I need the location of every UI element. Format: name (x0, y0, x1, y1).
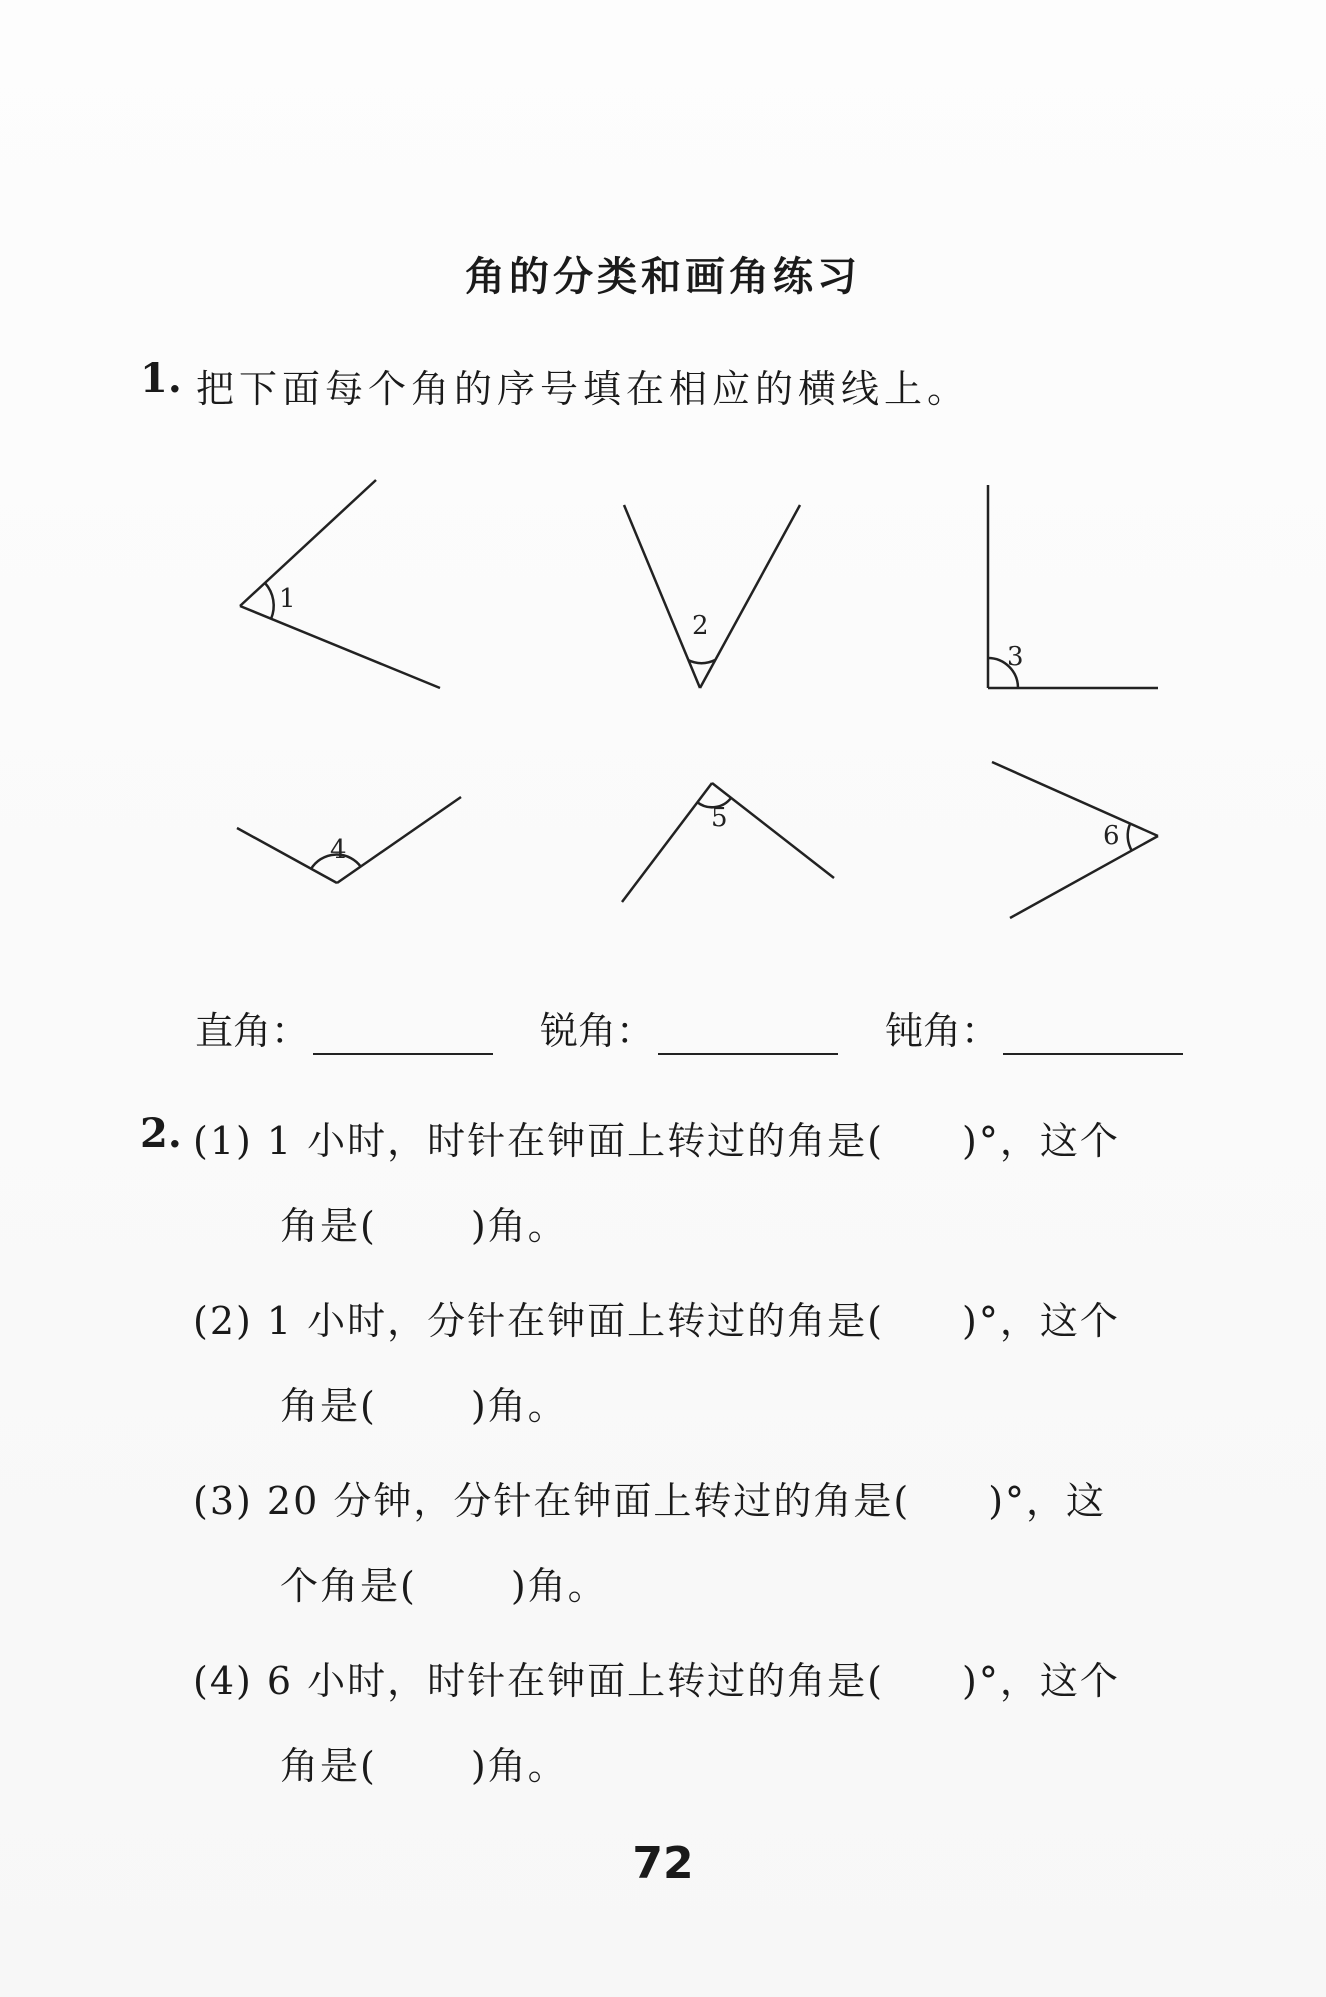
angle-label-6: 6 (1103, 821, 1120, 851)
acute-angle-label: 锐角： (540, 1009, 655, 1053)
q2-item-2-line-2 (280, 1375, 568, 1430)
obtuse-angle-label: 钝角： (885, 1009, 1000, 1053)
q2-item-4-text-end: )°，这个 (962, 1659, 1120, 1703)
q2-item-2-index: (2) (193, 1299, 253, 1343)
angle-6 (992, 762, 1158, 918)
q2-item-4-text: 6 小时，时针在钟面上转过的角是( (266, 1659, 885, 1703)
q2-item-4-line-2 (280, 1735, 568, 1790)
q2-item-1-line-2-start: 角是( (280, 1204, 377, 1248)
q2-item-3-line-2-start: 个角是( (280, 1564, 417, 1608)
q2-item-4-line-2-end: )角。 (470, 1744, 568, 1788)
angle-2 (624, 505, 800, 688)
angle-label-2: 2 (692, 611, 709, 641)
q2-item-2-line-2-start: 角是( (280, 1384, 377, 1428)
q2-item-4-index: (4) (193, 1659, 253, 1703)
angle-5 (622, 783, 834, 902)
q2-item-3-line-1 (193, 1470, 1106, 1525)
question-2-number: 2. (140, 1110, 182, 1157)
q2-item-3-line-2 (280, 1555, 608, 1610)
q2-item-3-text: 20 分钟，分针在钟面上转过的角是( (266, 1479, 911, 1523)
q2-item-2-line-2-end: )角。 (470, 1384, 568, 1428)
q2-item-3-line-2-end: )角。 (510, 1564, 608, 1608)
obtuse-angle-blank[interactable] (1003, 1013, 1183, 1055)
q2-item-1-line-2-end: )角。 (470, 1204, 568, 1248)
q2-item-1-text: 1 小时，时针在钟面上转过的角是( (266, 1119, 885, 1163)
q2-item-2-text: 1 小时，分针在钟面上转过的角是( (266, 1299, 885, 1343)
acute-angle-answer (540, 1000, 838, 1055)
q2-item-4-line-1 (193, 1650, 1120, 1705)
obtuse-angle-answer (885, 1000, 1183, 1055)
q2-item-1-line-1 (193, 1110, 1120, 1165)
page-number: 72 (632, 1838, 694, 1889)
angle-label-4: 4 (330, 835, 347, 865)
q2-item-1-line-2 (280, 1195, 568, 1250)
right-angle-blank[interactable] (313, 1013, 493, 1055)
q2-item-3-text-end: )°，这 (988, 1479, 1107, 1523)
right-angle-label: 直角： (195, 1009, 310, 1053)
angle-label-5: 5 (711, 803, 728, 833)
question-1-number: 1. (140, 355, 182, 402)
angle-label-1: 1 (279, 584, 296, 614)
question-1-text: 把下面每个角的序号填在相应的横线上。 (196, 367, 971, 411)
right-angle-answer (195, 1000, 493, 1055)
angle-figures (0, 0, 1326, 960)
q2-item-4-line-2-start: 角是( (280, 1744, 377, 1788)
q2-item-2-line-1 (193, 1290, 1120, 1345)
angle-1 (240, 480, 440, 688)
angle-label-3: 3 (1007, 642, 1024, 672)
angle-4 (237, 797, 461, 883)
acute-angle-blank[interactable] (658, 1013, 838, 1055)
q2-item-2-text-end: )°，这个 (962, 1299, 1120, 1343)
q2-item-1-text-end: )°，这个 (962, 1119, 1120, 1163)
q2-item-1-index: (1) (193, 1119, 253, 1163)
page-title: 角的分类和画角练习 (465, 254, 861, 300)
q2-item-3-index: (3) (193, 1479, 253, 1523)
